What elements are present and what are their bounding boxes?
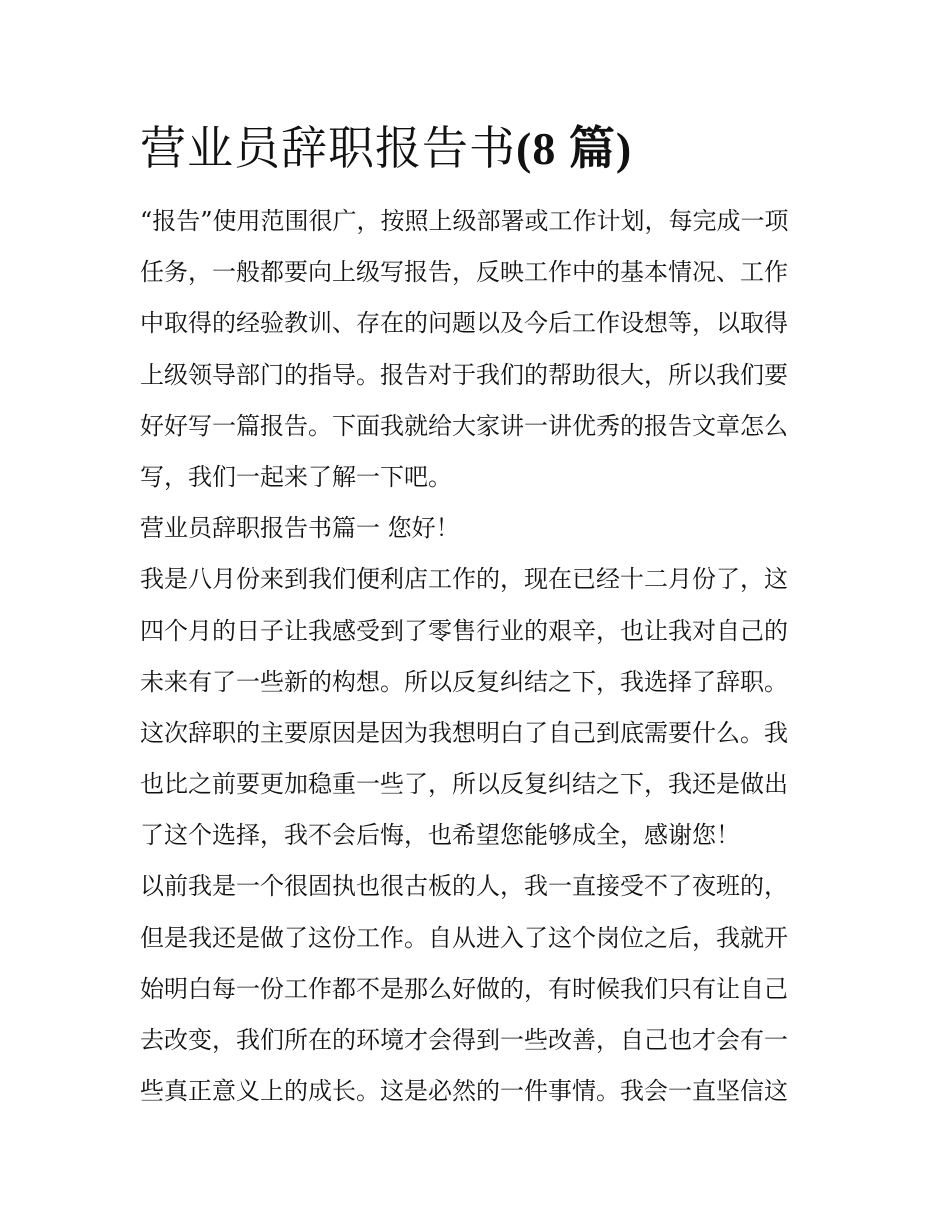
text-line: 未来有了一些新的构想。所以反复纠结之下，我选择了辞职。 bbox=[140, 667, 788, 696]
text-line: 但是我还是做了这份工作。自从进入了这个岗位之后，我就开 bbox=[140, 923, 788, 952]
text-line: 好好写一篇报告。下面我就给大家讲一讲优秀的报告文章怎么 bbox=[140, 411, 788, 440]
text-line: 写，我们一起来了解一下吧。 bbox=[140, 462, 452, 491]
text-line: 去改变，我们所在的环境才会得到一些改善，自己也才会有一 bbox=[140, 1026, 788, 1054]
title-main: 营业员辞职报告书 bbox=[140, 121, 516, 175]
text-line: 中取得的经验教训、存在的问题以及今后工作设想等，以取得 bbox=[140, 309, 788, 338]
document-title bbox=[140, 112, 632, 185]
text-line: 我是八月份来到我们便利店工作的，现在已经十二月份了，这 bbox=[140, 565, 788, 594]
text-line: 以前我是一个很固执也很古板的人，我一直接受不了夜班的， bbox=[140, 872, 788, 901]
text-line: 任务，一般都要向上级写报告，反映工作中的基本情况、工作 bbox=[140, 258, 788, 287]
text-line: 四个月的日子让我感受到了零售行业的艰辛，也让我对自己的 bbox=[140, 616, 788, 645]
text-line: 上级领导部门的指导。报告对于我们的帮助很大，所以我们要 bbox=[140, 360, 788, 389]
text-line: 始明白每一份工作都不是那么好做的，有时候我们只有让自己 bbox=[140, 974, 788, 1003]
document-body bbox=[140, 196, 820, 1117]
text-line: 这次辞职的主要原因是因为我想明白了自己到底需要什么。我 bbox=[140, 718, 788, 747]
title-suffix: (8 篇) bbox=[516, 123, 633, 174]
text-line: 也比之前要更加稳重一些了，所以反复纠结之下，我还是做出 bbox=[140, 770, 788, 799]
section-heading-line: 营业员辞职报告书篇一 您好！ bbox=[140, 514, 460, 543]
text-line: 了这个选择，我不会后悔，也希望您能够成全，感谢您！ bbox=[140, 821, 740, 850]
text-line: 些真正意义上的成长。这是必然的一件事情。我会一直坚信这 bbox=[140, 1077, 788, 1106]
text-line: “报告”使用范围很广，按照上级部署或工作计划，每完成一项 bbox=[140, 207, 789, 235]
